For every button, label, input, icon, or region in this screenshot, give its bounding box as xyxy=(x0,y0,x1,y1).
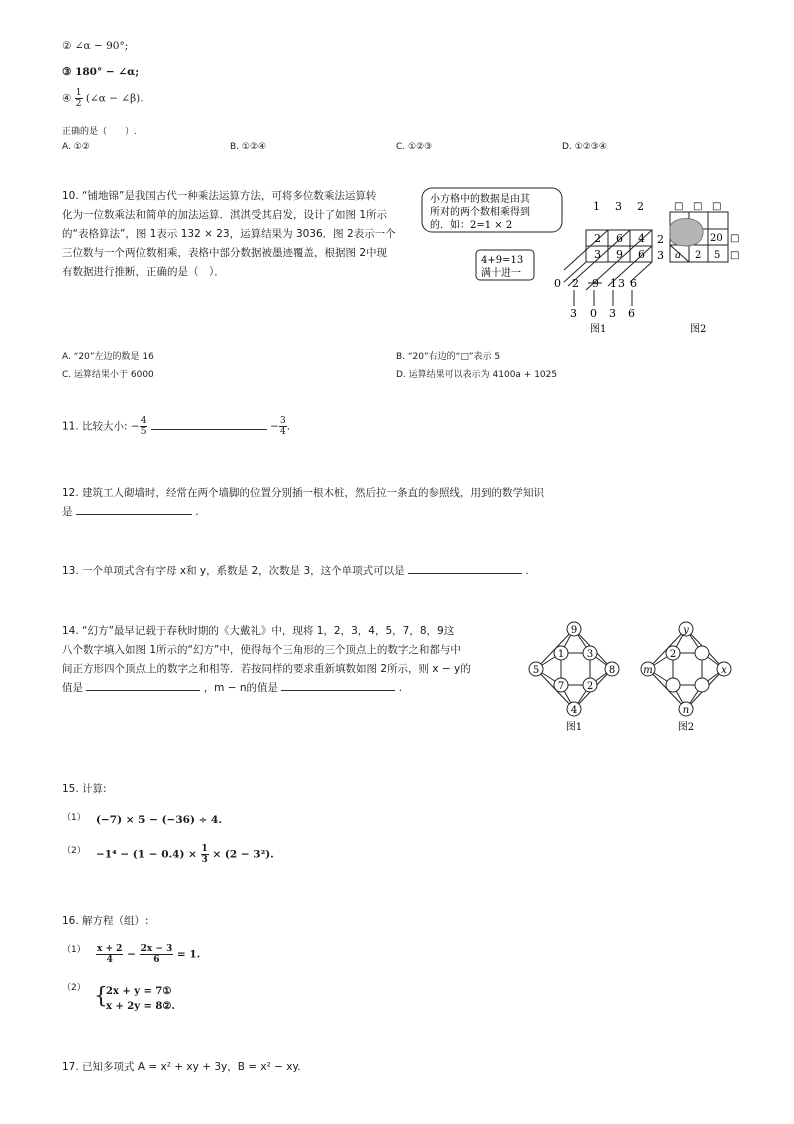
callout-line-2: 所对的两个数相乘得到 xyxy=(430,207,530,218)
fig1-bottom-digit-1: 0 xyxy=(554,277,561,290)
fig1-bottom-digit-5: 3 xyxy=(618,277,625,290)
fig2-cell-20: 20 xyxy=(710,233,723,244)
q14-line-4-mid: ，m − n的值是 xyxy=(203,682,279,694)
q14-line-4-prefix: 值是 xyxy=(62,682,83,694)
q12-end: . xyxy=(195,506,199,518)
q16-part-1-label: （1） xyxy=(62,945,86,955)
q16-p1-minus: − xyxy=(127,948,136,961)
fig14-1-lines xyxy=(536,629,612,709)
fig14-1-label: 图1 xyxy=(565,722,583,733)
q13-question xyxy=(62,562,529,581)
fig1-cell-r1c3: 4 xyxy=(638,232,645,245)
fig14-1-sq-tr: 3 xyxy=(586,649,594,660)
fig1-bottom-digit-6: 6 xyxy=(630,277,637,290)
fig2-cell-5: 5 xyxy=(714,250,721,261)
q9-option-4-fraction xyxy=(75,88,83,109)
fig1-result-digit-2: 0 xyxy=(590,307,597,320)
q10-choice-d: D. 运算结果可以表示为 4100a + 1025 xyxy=(396,370,558,380)
q16-part-2-label: （2） xyxy=(62,983,86,993)
q15-part-2-label: （2） xyxy=(62,846,86,856)
fig14-2-bottom: n xyxy=(682,705,690,716)
fig14-2-circles xyxy=(641,622,731,716)
fig1-label: 图1 xyxy=(590,324,607,335)
q11-answer-blank[interactable] xyxy=(151,428,267,430)
fig14-1-sq-bl: 7 xyxy=(557,681,565,692)
q14-end: . xyxy=(398,682,403,694)
q16-p1-den1: 4 xyxy=(106,955,113,965)
q11-fraction-2 xyxy=(279,416,287,437)
q9-option-4-suffix: (∠α − ∠β). xyxy=(85,92,144,105)
q11-frac2-num: 3 xyxy=(279,416,286,426)
q14-line-3: 间正方形四个顶点上的数字之和相等．若按同样的要求重新填数如图 2所示，则 x − y的 xyxy=(62,663,471,675)
q11-prefix: 11. 比较大小: xyxy=(62,420,128,433)
q14-figure-1 xyxy=(524,618,628,736)
fig2-right-box-2: □ xyxy=(730,250,740,261)
q16-p1-fraction-1 xyxy=(96,944,123,965)
q9-prompt: 正确的是（ ）. xyxy=(62,127,137,137)
q9-choice-a: A. ①② xyxy=(62,142,90,152)
fig14-2-label: 图2 xyxy=(677,722,695,733)
q10-line-4: 三位数与一个两位数相乘，表格中部分数据被墨迹覆盖，根据图 2中现 xyxy=(62,247,388,259)
fig2-cell-2: 2 xyxy=(695,250,702,261)
q9-option-2: ② ∠α − 90°; xyxy=(62,40,129,52)
q15-part-2-expr xyxy=(96,844,274,865)
fig1-cell-r1c1: 2 xyxy=(594,232,601,245)
q16-brace: { xyxy=(94,984,108,1009)
q9-option-4-prefix: ④ xyxy=(62,92,72,105)
fig1-top-digit-1: 1 xyxy=(593,200,600,213)
callout-line-3: 的．如：2=1 × 2 xyxy=(430,220,513,231)
q16-title: 16. 解方程（组）: xyxy=(62,915,149,927)
q11-question xyxy=(62,416,290,437)
q11-frac1-den: 5 xyxy=(140,427,147,437)
fig14-1-top: 9 xyxy=(570,625,578,636)
fig14-2-right: x xyxy=(721,665,727,676)
fig14-1-circles xyxy=(529,622,619,716)
q15-part-2-fraction xyxy=(201,844,209,865)
q16-p1-fraction-2 xyxy=(140,944,174,965)
q17-text: 17. 已知多项式 A = x² + xy + 3y，B = x² − xy. xyxy=(62,1061,301,1073)
q9-choice-d: D. ①②③④ xyxy=(562,142,607,152)
q15-part-2-expr-b: × (2 − 3²). xyxy=(212,848,274,861)
q14-line-4 xyxy=(62,679,402,698)
fig1-bottom-digit-2: 2 xyxy=(572,277,579,290)
q14-line-1: 14. “幻方”最早记载于春秋时期的《大戴礼》中，现将 1，2，3，4，5，7，8，9这 xyxy=(62,625,455,637)
fig1-result-digit-1: 3 xyxy=(570,307,577,320)
q15-part-2-expr-a: −1⁴ − (1 − 0.4) × xyxy=(96,848,197,861)
q16-part-1-expr xyxy=(96,944,200,965)
fig1-cell-r1c2: 6 xyxy=(616,232,623,245)
fig1-bottom-digit-4: 1 xyxy=(610,277,617,290)
fig1-top-digit-2: 3 xyxy=(615,200,622,213)
q10-choice-b: B. “20”右边的“□”表示 5 xyxy=(396,352,501,362)
fig14-2-sq-tl: 2 xyxy=(669,649,677,660)
q12-answer-blank[interactable] xyxy=(76,513,192,515)
callout-line-1: 小方格中的数据是由其 xyxy=(430,194,530,205)
q10-choice-a: A. “20”左边的数是 16 xyxy=(62,352,154,362)
q13-end: . xyxy=(525,565,529,577)
q9-option-4 xyxy=(62,88,144,109)
q15-p2-frac-den: 3 xyxy=(201,855,208,865)
fig14-1-bottom: 4 xyxy=(570,705,578,716)
q9-choice-c: C. ①②③ xyxy=(396,142,433,152)
q11-frac1-num: 4 xyxy=(140,416,147,426)
q11-minus-1: − xyxy=(130,420,140,433)
q14-figure-2 xyxy=(636,618,740,736)
fig2-top-box-3: □ xyxy=(712,201,722,212)
q13-text: 13. 一个单项式含有字母 x和 y，系数是 2，次数是 3，这个单项式可以是 xyxy=(62,565,405,577)
q13-answer-blank[interactable] xyxy=(408,572,522,574)
q10-line-3: 的“表格算法”，图 1表示 132 × 23，运算结果为 3036．图 2表示一个 xyxy=(62,228,396,240)
fig2-top-box-2: □ xyxy=(693,201,703,212)
q10-figure-1 xyxy=(418,186,664,336)
q10-line-1: 10. “铺地锦”是我国古代一种乘法运算方法，可将多位数乘法运算转 xyxy=(62,190,377,202)
callout2-line-2: 满十进一 xyxy=(481,268,521,279)
q11-fraction-1 xyxy=(140,416,148,437)
fig1-top-digit-3: 2 xyxy=(637,200,644,213)
fig2-label: 图2 xyxy=(690,324,707,335)
q15-part-1-label: （1） xyxy=(62,813,86,823)
q14-line-2: 八个数字填入如图 1所示的“幻方”中，使得每个三角形的三个顶点上的数字之和都与中 xyxy=(62,644,461,656)
fig1-cell-r2c3: 6 xyxy=(638,248,645,261)
fig14-2-left: m xyxy=(643,665,653,676)
fig2-cell-a: a xyxy=(675,250,681,261)
q11-end: . xyxy=(286,420,291,433)
q10-choice-c: C. 运算结果小于 6000 xyxy=(62,370,154,380)
fig14-1-sq-tl: 1 xyxy=(557,649,565,660)
fig2-top-box-1: □ xyxy=(674,201,684,212)
q16-part-2-eq-1: 2x + y = 7① xyxy=(106,986,172,997)
q9-option-3: ③ 180° − ∠α; xyxy=(62,66,140,78)
q9-option-4-frac-den: 2 xyxy=(75,99,82,109)
q14-answer-blank-1[interactable] xyxy=(86,689,200,691)
q11-frac2-den: 4 xyxy=(279,427,286,437)
q15-part-1-expr: (−7) × 5 − (−36) ÷ 4. xyxy=(96,814,222,826)
q14-answer-blank-2[interactable] xyxy=(281,689,395,691)
q10-line-2: 化为一位数乘法和简单的加法运算．淇淇受其启发，设计了如图 1所示 xyxy=(62,209,388,221)
fig14-1-right: 8 xyxy=(608,665,616,676)
q11-minus-2: − xyxy=(270,420,279,433)
fig14-1-left: 5 xyxy=(532,665,540,676)
ink-blot xyxy=(670,219,703,246)
q10-figure-2 xyxy=(664,196,740,336)
q15-p2-frac-num: 1 xyxy=(201,844,208,854)
fig1-result-digit-3: 3 xyxy=(609,307,616,320)
fig2-right-box-1: □ xyxy=(730,233,740,244)
q12-line-2 xyxy=(62,503,199,522)
fig14-2-top: y xyxy=(683,625,689,636)
q15-title: 15. 计算: xyxy=(62,783,107,795)
q16-p1-rhs: = 1. xyxy=(176,948,201,961)
fig1-right-digit-2: 3 xyxy=(657,249,664,262)
q16-p1-num1: x + 2 xyxy=(97,944,123,954)
fig1-bottom-digit-3: 9 xyxy=(592,277,599,290)
q16-p1-num2: 2x − 3 xyxy=(140,944,173,954)
q16-part-2-eq-2: x + 2y = 8②. xyxy=(106,1001,175,1012)
fig1-cell-r2c2: 9 xyxy=(616,248,623,261)
fig1-result-digit-4: 6 xyxy=(628,307,635,320)
callout2-line-1: 4+9=13 xyxy=(481,255,524,266)
fig14-2-lines xyxy=(648,629,724,709)
q10-line-5: 有数据进行推断，正确的是（ ）． xyxy=(62,266,225,278)
q9-choice-b: B. ①②④ xyxy=(230,142,267,152)
q12-line-1: 12. 建筑工人砌墙时，经常在两个墙脚的位置分别插一根木桩，然后拉一条直的参照线，用到的数学知识 xyxy=(62,487,545,499)
q9-option-4-frac-num: 1 xyxy=(75,88,82,98)
fig14-1-sq-br: 2 xyxy=(586,681,594,692)
q12-line-2-prefix: 是 xyxy=(62,506,73,518)
fig1-right-digit-1: 2 xyxy=(657,233,664,246)
q16-p1-den2: 6 xyxy=(153,955,160,965)
fig1-cell-r2c1: 3 xyxy=(594,248,601,261)
